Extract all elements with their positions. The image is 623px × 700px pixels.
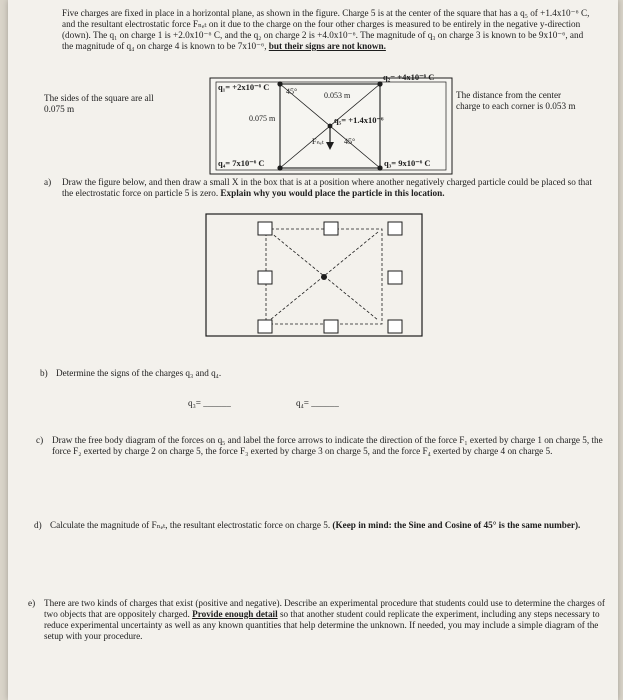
question-d <box>34 520 606 531</box>
question-e <box>28 598 606 642</box>
q2-label: q₂= +4x10⁻⁶ C <box>383 72 435 82</box>
question-b <box>40 368 221 379</box>
question-d-label: d) <box>34 520 42 530</box>
answer-box-top-right[interactable] <box>388 222 402 235</box>
answer-box-bottom-middle[interactable] <box>324 320 338 333</box>
question-c-text: Draw the free body diagram of the forces on q₅ and label the force arrows to indicate the direction of the force F₁ exerted by charge 1 on charge 5, the force F₂ exerted by charge 2 on charge 5, the force F₃ exerted by charge 3 on charge 5, and the force F₄ exerted by charge 4 on charge 5. <box>52 435 603 456</box>
intro-text: Five charges are fixed in place in a horizontal plane, as shown in the figure. Charge 5 is at the center of the square that has a q₅ of +1.4x10⁻⁶ C, and the resultant electrostatic force Fₙₑₜ on it due to the charge on the four other charges is measured to be entirely in the negative y-direction (down). The q₁ on charge 1 is +2.0x10⁻⁶ C, and the q₂ on charge 2 is +4.0x10⁻⁶. The magnitude of q₃ on charge 3 is known to be 9x10⁻⁶, and the magnitude of q₄ on charge 4 is known to be 7x10⁻⁶, <box>62 8 590 51</box>
answer-boxes[interactable] <box>258 222 402 333</box>
q3-label: q₃= 9x10⁻⁶ C <box>384 158 431 168</box>
answer-box-middle-right[interactable] <box>388 271 402 284</box>
question-d-bold: (Keep in mind: the Sine and Cosine of 45° is the same number). <box>332 520 581 530</box>
charge-figure <box>8 0 618 700</box>
worksheet-page <box>8 0 618 700</box>
question-e-text1: There are two kinds of charges that exist (positive and negative). Describe an experimental procedure that students could use to determine the charges of two objects that are oppositely charged. <box>44 598 605 619</box>
question-e-underline: Provide enough detail <box>192 609 278 619</box>
answer-box-top-middle[interactable] <box>324 222 338 235</box>
fnet-label: Fₙₑₜ <box>312 137 325 146</box>
q1-label: q₁= +2x10⁻⁶ C <box>218 82 270 92</box>
diagonal-length-label: 0.053 m <box>324 91 351 100</box>
question-e-label: e) <box>28 598 36 608</box>
question-a-text: Draw the figure below, and then draw a small X in the box that is at a position where another negatively charged particle could be placed so that the electrostatic force on particle 5 is zero. <box>62 177 592 198</box>
q4-sign-blank[interactable]: q₄= ______ <box>296 398 339 408</box>
q3-sign-blank[interactable]: q₃= ______ <box>188 398 231 408</box>
side-length-label: 0.075 m <box>249 114 276 123</box>
question-a-bold: Explain why you would place the particle in this location. <box>220 188 445 198</box>
question-a-label: a) <box>44 177 52 187</box>
question-c-label: c) <box>36 435 44 445</box>
q5-label: q₅= +1.4x10⁻⁶ <box>334 115 384 125</box>
question-b-text: Determine the signs of the charges q₃ and q₄. <box>56 368 222 378</box>
answer-box-bottom-left[interactable] <box>258 320 272 333</box>
angle-top-label: 45° <box>286 87 298 96</box>
square-side-note: The sides of the square are all 0.075 m <box>44 93 154 114</box>
question-c <box>36 435 606 457</box>
question-a <box>44 177 592 199</box>
question-b-label: b) <box>40 368 48 378</box>
intro-underline: but their signs are not known. <box>268 41 386 51</box>
answer-box-middle-left[interactable] <box>258 271 272 284</box>
corner-distance-note: The distance from the center charge to each corner is 0.053 m <box>456 90 576 111</box>
answer-box-bottom-right[interactable] <box>388 320 402 333</box>
angle-bottom-label: 45° <box>344 137 356 146</box>
question-d-text: Calculate the magnitude of Fₙₑₜ, the resultant electrostatic force on charge 5. <box>50 520 331 530</box>
question-e-text2: so that another student could replicate the experiment, including any steps necessary to reduce experimental uncertainty as well as any known quantities that help determine the unknown. If needed, you may include a simple diagram of the setup with your procedure. <box>44 609 600 641</box>
q4-label: q₄= 7x10⁻⁶ C <box>218 158 265 168</box>
answer-box-top-left[interactable] <box>258 222 272 235</box>
